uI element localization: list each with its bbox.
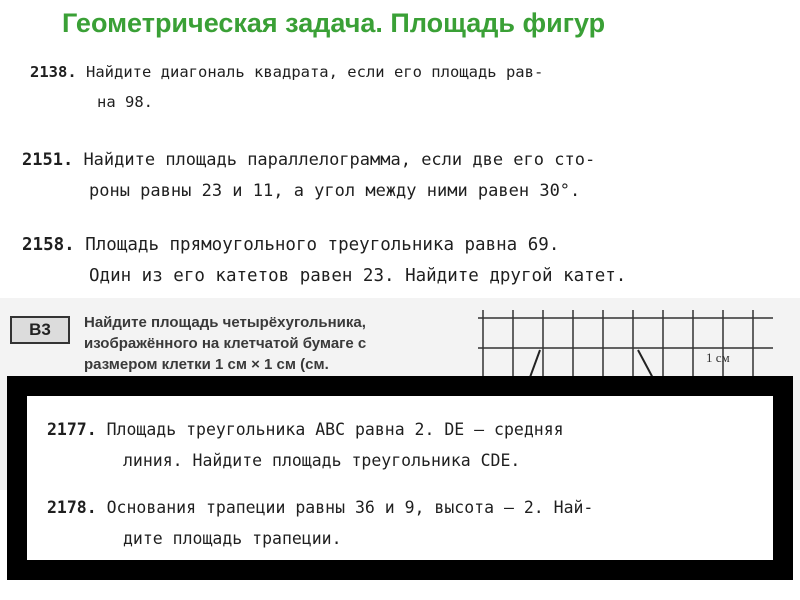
problem-text: Площадь прямоугольного треугольника равна 69.: [85, 235, 560, 255]
inner-box: [25, 394, 775, 562]
problem-text: дите площадь трапеции.: [123, 529, 342, 548]
scale-label: 1 см: [706, 350, 730, 365]
problem-number: 2177.: [47, 420, 97, 439]
problem-number: 2151.: [22, 150, 74, 170]
problem-text: Найдите площадь параллелограмма, если две его сто-: [83, 150, 596, 170]
problem-text: линия. Найдите площадь треугольника CDE.: [123, 451, 521, 470]
problem-2158: [22, 230, 767, 292]
problem-text: Найдите диагональ квадрата, если его площадь рав-: [86, 63, 544, 81]
problem-2151: [22, 145, 767, 207]
problem-number: 2138.: [30, 63, 77, 81]
problem-text: Основания трапеции равны 36 и 9, высота — 2. Най-: [106, 498, 594, 517]
problem-text: Площадь треугольника ABC равна 2. DE — средняя: [106, 420, 564, 439]
framed-problems-box: [7, 376, 793, 580]
problem-text: на 98.: [97, 93, 153, 111]
problem-number: 2178.: [47, 498, 97, 517]
problem-number: 2158.: [22, 235, 75, 255]
b3-badge: B3: [10, 316, 70, 344]
box-problems: [47, 414, 762, 554]
problem-text: роны равны 23 и 11, а угол между ними равен 30°.: [89, 181, 581, 201]
problem-2138: [30, 58, 775, 118]
page-title: Геометрическая задача. Площадь фигур: [62, 8, 606, 38]
b3-text-line: изображённого на клетчатой бумаге с: [84, 335, 367, 352]
problem-text: Один из его катетов равен 23. Найдите другой катет.: [89, 266, 627, 286]
b3-text-line: размером клетки 1 см × 1 см (см.: [84, 356, 329, 373]
b3-text-line: Найдите площадь четырёхугольника,: [84, 314, 366, 331]
